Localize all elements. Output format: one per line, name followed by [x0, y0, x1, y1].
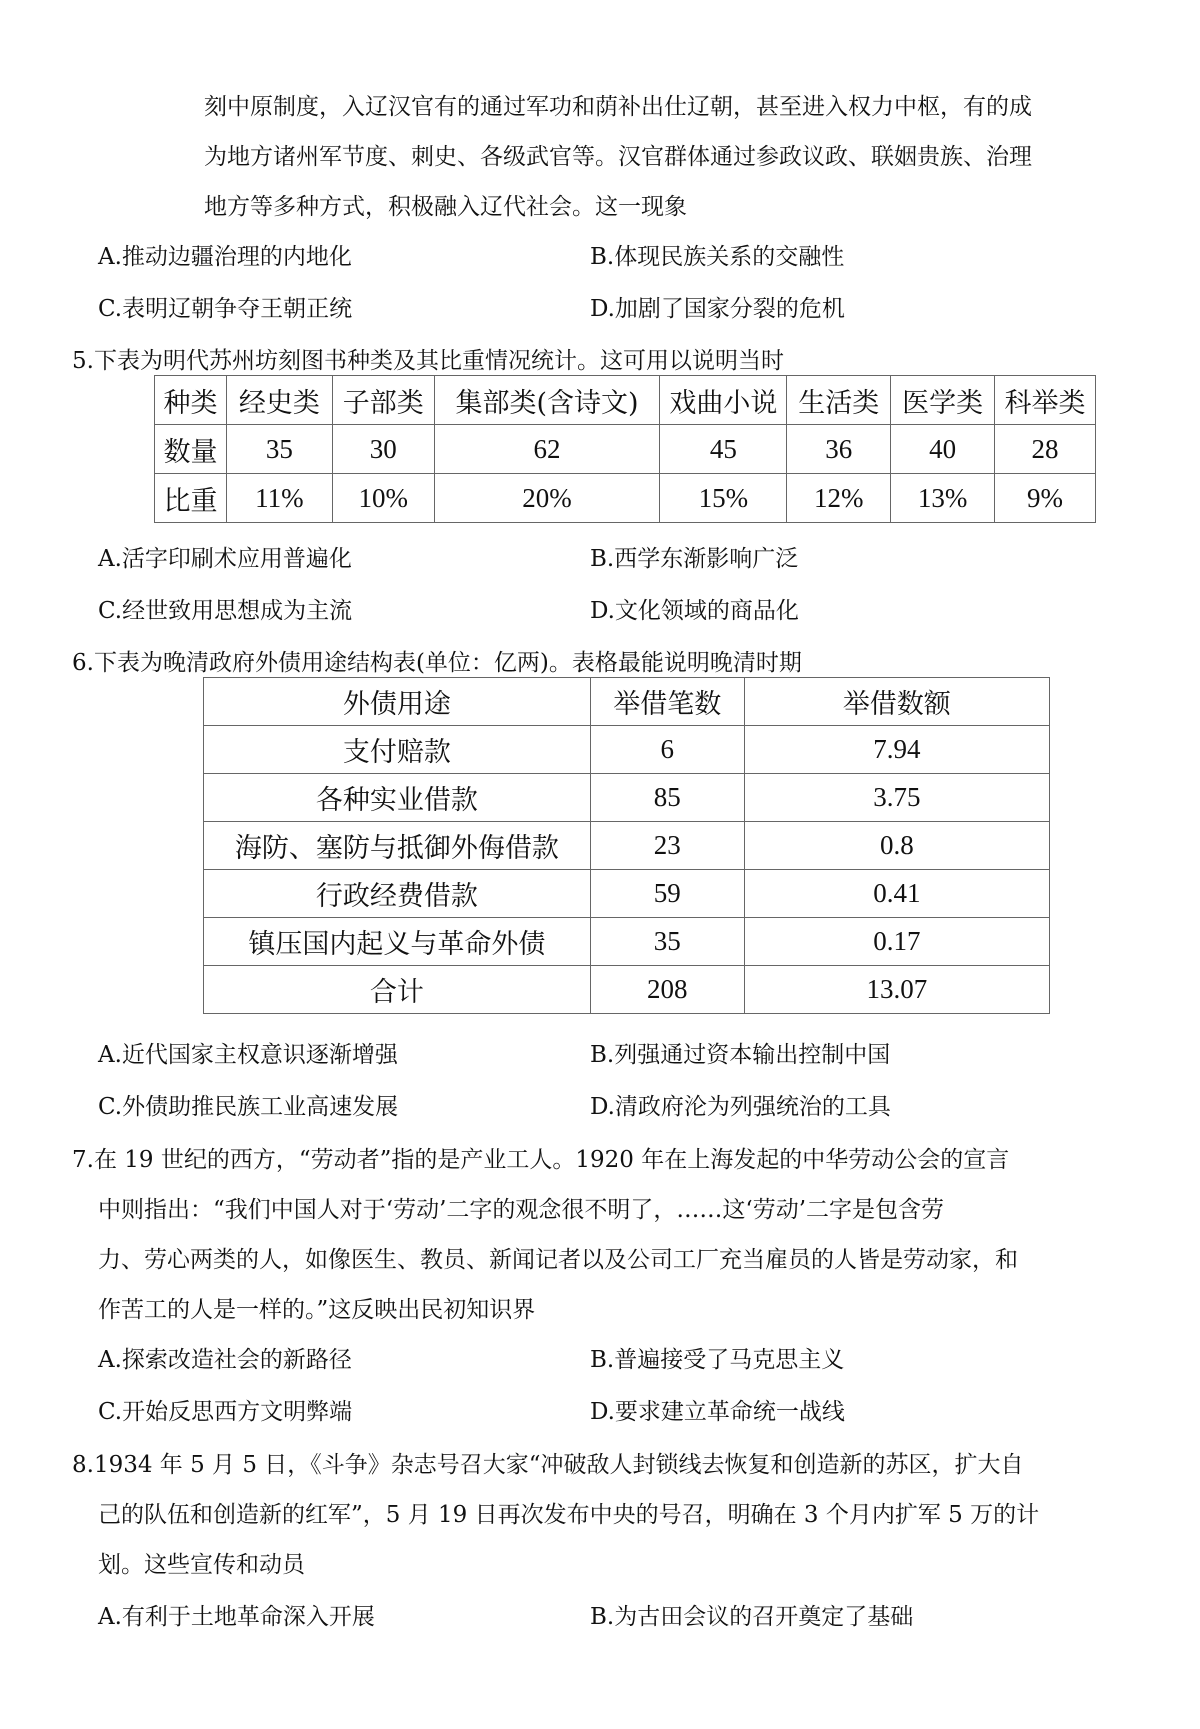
table-row: [155, 425, 1096, 474]
q8-stem-line-3: 划。这些宣传和动员: [98, 1552, 305, 1578]
table-cell: 208: [590, 966, 744, 1014]
q5-option-a: A.活字印刷术应用普遍化: [98, 546, 352, 572]
q7-option-c: C.开始反思西方文明弊端: [98, 1399, 353, 1425]
q7-stem-line-1: 7.在 19 世纪的西方，“劳动者”指的是产业工人。1920 年在上海发起的中华劳动公会的宣言: [72, 1147, 1010, 1173]
q6-table: [203, 677, 1050, 1014]
table-cell: 经史类: [226, 376, 332, 425]
table-cell: 45: [660, 425, 787, 474]
q6-option-a: A.近代国家主权意识逐渐增强: [98, 1042, 398, 1068]
table-cell: 6: [590, 726, 744, 774]
q7-stem-line-4: 作苦工的人是一样的。”这反映出民初知识界: [98, 1297, 536, 1323]
table-cell: 10%: [332, 474, 434, 523]
table-cell: 15%: [660, 474, 787, 523]
q5-stem: 5.下表为明代苏州坊刻图书种类及其比重情况统计。这可用以说明当时: [72, 348, 784, 374]
table-cell: 0.8: [744, 822, 1049, 870]
q4-option-b: B.体现民族关系的交融性: [590, 244, 845, 270]
table-cell: 35: [226, 425, 332, 474]
table-cell: 各种实业借款: [204, 774, 591, 822]
q8-stem-line-2: 己的队伍和创造新的红军”，5 月 19 日再次发布中央的号召，明确在 3 个月内扩军 5 万的计: [98, 1502, 1040, 1528]
table-cell: 外债用途: [204, 678, 591, 726]
q6-option-b: B.列强通过资本输出控制中国: [590, 1042, 891, 1068]
q6-stem: 6.下表为晚清政府外债用途结构表(单位：亿两)。表格最能说明晚清时期: [72, 650, 802, 676]
q4-option-a: A.推动边疆治理的内地化: [98, 244, 352, 270]
table-cell: 13%: [891, 474, 995, 523]
table-row: [204, 870, 1050, 918]
table-cell: 科举类: [995, 376, 1096, 425]
table-row: [204, 822, 1050, 870]
table-cell: 医学类: [891, 376, 995, 425]
table-cell: 3.75: [744, 774, 1049, 822]
q6-option-d: D.清政府沦为列强统治的工具: [590, 1094, 891, 1120]
table-cell: 集部类(含诗文): [434, 376, 660, 425]
table-cell: 0.17: [744, 918, 1049, 966]
table-cell: 合计: [204, 966, 591, 1014]
table-cell: 支付赔款: [204, 726, 591, 774]
q5-option-d: D.文化领域的商品化: [590, 598, 799, 624]
q4-option-d: D.加剧了国家分裂的危机: [590, 296, 845, 322]
table-cell: 30: [332, 425, 434, 474]
q7-option-a: A.探索改造社会的新路径: [98, 1347, 352, 1373]
q4-stem-line-2: 为地方诸州军节度、刺史、各级武官等。汉官群体通过参政议政、联姻贵族、治理: [204, 144, 1032, 170]
q8-option-b: B.为古田会议的召开奠定了基础: [590, 1604, 914, 1630]
table-row: [155, 474, 1096, 523]
table-cell: 11%: [226, 474, 332, 523]
q7-stem-line-2: 中则指出：“我们中国人对于‘劳动’二字的观念很不明了，……这‘劳动’二字是包含劳: [98, 1197, 945, 1223]
q7-option-d: D.要求建立革命统一战线: [590, 1399, 845, 1425]
q5-option-b: B.西学东渐影响广泛: [590, 546, 799, 572]
q6-table-header-row: [204, 678, 1050, 726]
table-cell: 7.94: [744, 726, 1049, 774]
table-cell: 62: [434, 425, 660, 474]
table-cell: 40: [891, 425, 995, 474]
table-cell: 35: [590, 918, 744, 966]
table-cell: 23: [590, 822, 744, 870]
table-cell: 举借数额: [744, 678, 1049, 726]
q4-stem-line-1: 刻中原制度，入辽汉官有的通过军功和荫补出仕辽朝，甚至进入权力中枢，有的成: [204, 94, 1032, 120]
table-cell: 子部类: [332, 376, 434, 425]
q8-stem-line-1: 8.1934 年 5 月 5 日，《斗争》杂志号召大家“冲破敌人封锁线去恢复和创造新的苏区，扩大自: [72, 1452, 1024, 1478]
table-cell: 比重: [155, 474, 227, 523]
table-row: [204, 726, 1050, 774]
q7-option-b: B.普遍接受了马克思主义: [590, 1347, 845, 1373]
table-cell: 0.41: [744, 870, 1049, 918]
table-cell: 12%: [787, 474, 891, 523]
table-cell: 生活类: [787, 376, 891, 425]
q4-stem-line-3: 地方等多种方式，积极融入辽代社会。这一现象: [204, 194, 687, 220]
table-cell: 9%: [995, 474, 1096, 523]
q7-stem-line-3: 力、劳心两类的人，如像医生、教员、新闻记者以及公司工厂充当雇员的人皆是劳动家，和: [98, 1247, 1018, 1273]
table-cell: 种类: [155, 376, 227, 425]
table-cell: 85: [590, 774, 744, 822]
table-cell: 镇压国内起义与革命外债: [204, 918, 591, 966]
table-cell: 海防、塞防与抵御外侮借款: [204, 822, 591, 870]
table-cell: 36: [787, 425, 891, 474]
table-cell: 行政经费借款: [204, 870, 591, 918]
table-cell: 28: [995, 425, 1096, 474]
q8-option-a: A.有利于土地革命深入开展: [98, 1604, 375, 1630]
q5-table: [154, 375, 1096, 523]
q6-option-c: C.外债助推民族工业高速发展: [98, 1094, 399, 1120]
q5-table-header-row: [155, 376, 1096, 425]
table-cell: 举借笔数: [590, 678, 744, 726]
q5-option-c: C.经世致用思想成为主流: [98, 598, 353, 624]
table-cell: 13.07: [744, 966, 1049, 1014]
table-cell: 戏曲小说: [660, 376, 787, 425]
table-cell: 数量: [155, 425, 227, 474]
table-row: [204, 918, 1050, 966]
table-cell: 20%: [434, 474, 660, 523]
q4-option-c: C.表明辽朝争夺王朝正统: [98, 296, 353, 322]
table-row: [204, 774, 1050, 822]
table-cell: 59: [590, 870, 744, 918]
table-row: [204, 966, 1050, 1014]
